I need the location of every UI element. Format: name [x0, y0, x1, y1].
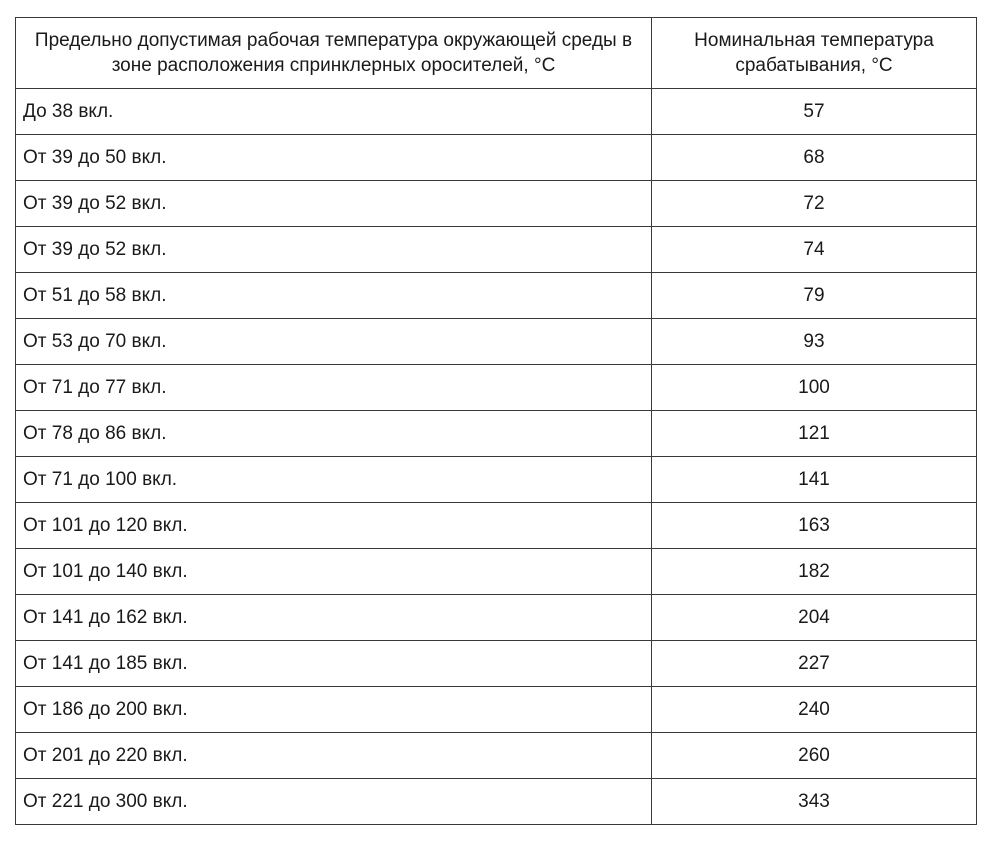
table-row [16, 457, 977, 503]
table-row [16, 687, 977, 733]
range-cell: От 39 до 52 вкл. [16, 181, 652, 227]
sprinkler-temperature-table [15, 17, 977, 825]
temp-cell: 121 [652, 411, 977, 457]
temp-cell: 100 [652, 365, 977, 411]
range-cell: До 38 вкл. [16, 89, 652, 135]
table-row [16, 595, 977, 641]
table-row [16, 365, 977, 411]
table-row [16, 227, 977, 273]
table-row [16, 641, 977, 687]
range-cell: От 51 до 58 вкл. [16, 273, 652, 319]
table-row [16, 733, 977, 779]
range-cell: От 78 до 86 вкл. [16, 411, 652, 457]
table-header-row [16, 18, 977, 89]
temp-cell: 68 [652, 135, 977, 181]
table-row [16, 779, 977, 825]
table-row [16, 549, 977, 595]
range-cell: От 201 до 220 вкл. [16, 733, 652, 779]
temp-cell: 182 [652, 549, 977, 595]
temp-cell: 57 [652, 89, 977, 135]
temp-cell: 227 [652, 641, 977, 687]
range-cell: От 141 до 162 вкл. [16, 595, 652, 641]
table-row [16, 89, 977, 135]
temp-cell: 260 [652, 733, 977, 779]
table-row [16, 411, 977, 457]
temp-cell: 240 [652, 687, 977, 733]
temp-cell: 343 [652, 779, 977, 825]
range-cell: От 101 до 120 вкл. [16, 503, 652, 549]
range-cell: От 71 до 100 вкл. [16, 457, 652, 503]
range-cell: От 53 до 70 вкл. [16, 319, 652, 365]
range-cell: От 186 до 200 вкл. [16, 687, 652, 733]
temp-cell: 141 [652, 457, 977, 503]
range-cell: От 39 до 52 вкл. [16, 227, 652, 273]
temp-cell: 93 [652, 319, 977, 365]
range-cell: От 39 до 50 вкл. [16, 135, 652, 181]
temp-cell: 72 [652, 181, 977, 227]
temp-cell: 204 [652, 595, 977, 641]
table-body [16, 89, 977, 825]
temp-cell: 163 [652, 503, 977, 549]
table-row [16, 319, 977, 365]
temp-cell: 79 [652, 273, 977, 319]
range-cell: От 71 до 77 вкл. [16, 365, 652, 411]
table-row [16, 135, 977, 181]
range-cell: От 141 до 185 вкл. [16, 641, 652, 687]
table-row [16, 273, 977, 319]
header-activation-temperature: Номинальная температура срабатывания, °С [652, 18, 977, 89]
table-row [16, 503, 977, 549]
range-cell: От 221 до 300 вкл. [16, 779, 652, 825]
header-ambient-temperature: Предельно допустимая рабочая температура окружающей среды в зоне расположения спринклерных оросителей, °С [16, 18, 652, 89]
range-cell: От 101 до 140 вкл. [16, 549, 652, 595]
temp-cell: 74 [652, 227, 977, 273]
table-row [16, 181, 977, 227]
